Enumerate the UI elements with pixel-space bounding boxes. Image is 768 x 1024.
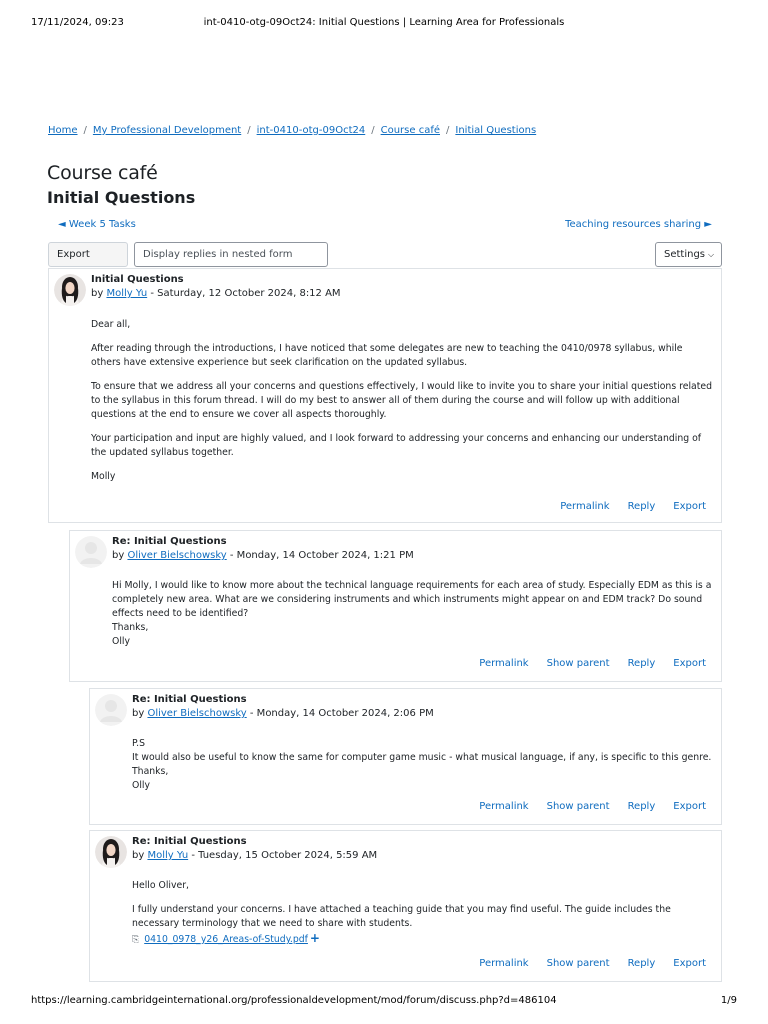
- export-thread-button[interactable]: Export: [48, 242, 128, 267]
- attachment-link[interactable]: 0410_0978_y26_Areas-of-Study.pdf: [144, 934, 308, 945]
- post-byline: [112, 550, 414, 561]
- post-content: [112, 579, 713, 649]
- breadcrumb-course[interactable]: int-0410-otg-09Oct24: [256, 125, 366, 136]
- file-icon: ⎘: [132, 935, 140, 945]
- previous-activity-link[interactable]: ◄ Week 5 Tasks: [58, 219, 136, 230]
- post-content: [132, 737, 713, 793]
- breadcrumb-home[interactable]: Home: [48, 125, 78, 136]
- post-date: - Monday, 14 October 2024, 1:21 PM: [226, 550, 414, 561]
- post-subject: Re: Initial Questions: [132, 836, 247, 847]
- post-content: [91, 318, 713, 494]
- permalink-link[interactable]: Permalink: [479, 801, 529, 812]
- breadcrumb-separator: /: [371, 125, 375, 136]
- avatar[interactable]: [54, 274, 86, 306]
- post-paragraph: Your participation and input are highly valued, and I look forward to addressing your concerns and enhancing our understanding of the updated syllabus together.: [91, 433, 702, 458]
- post-paragraph: Molly: [91, 471, 116, 482]
- author-link[interactable]: Molly Yu: [147, 850, 189, 861]
- post-actions: [542, 501, 706, 512]
- post-subject: Initial Questions: [91, 274, 184, 285]
- breadcrumb-separator: /: [446, 125, 450, 136]
- reply-link[interactable]: Reply: [627, 501, 656, 512]
- show-parent-link[interactable]: Show parent: [546, 658, 610, 669]
- forum-post: [89, 830, 722, 982]
- print-url: https://learning.cambridgeinternational.org/professionaldevelopment/mod/forum/discuss.php?d=486104: [31, 995, 557, 1006]
- export-link[interactable]: Export: [673, 501, 706, 512]
- by-label: by: [132, 850, 145, 861]
- post-subject: Re: Initial Questions: [112, 536, 227, 547]
- post-byline: [91, 288, 341, 299]
- settings-button[interactable]: [655, 242, 722, 267]
- by-label: by: [112, 550, 125, 561]
- post-subject: Re: Initial Questions: [132, 694, 247, 705]
- avatar[interactable]: [95, 694, 127, 726]
- page-title: Course café: [47, 162, 158, 184]
- forum-post: [48, 268, 722, 523]
- breadcrumb-forum[interactable]: Course café: [380, 125, 440, 136]
- permalink-link[interactable]: Permalink: [479, 658, 529, 669]
- author-link[interactable]: Oliver Bielschowsky: [147, 708, 247, 719]
- post-paragraph: To ensure that we address all your concerns and questions effectively, I would like to invite you to share your initial questions related to the syllabus in this forum thread. I will do my best to answer all of them during the course and will follow up with additional questions at the end to ensure we cover all aspects thoroughly.: [91, 381, 713, 420]
- print-date: 17/11/2024, 09:23: [31, 17, 124, 28]
- avatar[interactable]: [75, 536, 107, 568]
- plus-icon[interactable]: +: [309, 931, 320, 945]
- display-mode-select[interactable]: Display replies in nested form: [134, 242, 328, 267]
- post-byline: [132, 850, 377, 861]
- post-actions: [461, 658, 706, 669]
- permalink-link[interactable]: Permalink: [560, 501, 610, 512]
- post-paragraph: After reading through the introductions, I have noticed that some delegates are new to teaching the 0410/0978 syllabus, while others have extensive experience but seek clarification on the updated syllabus.: [91, 343, 683, 368]
- show-parent-link[interactable]: Show parent: [546, 801, 610, 812]
- breadcrumb: [48, 125, 536, 136]
- by-label: by: [91, 288, 104, 299]
- post-line: Olly: [112, 636, 130, 647]
- page-subtitle: Initial Questions: [47, 188, 196, 207]
- reply-link[interactable]: Reply: [627, 658, 656, 669]
- next-activity-link[interactable]: Teaching resources sharing ►: [565, 219, 712, 230]
- post-line: It would also be useful to know the same for computer game music - what musical language, if any, is specific to this genre.: [132, 752, 712, 763]
- post-paragraph: Dear all,: [91, 319, 131, 330]
- settings-label: Settings: [664, 249, 706, 260]
- print-document-title: int-0410-otg-09Oct24: Initial Questions | Learning Area for Professionals: [203, 17, 565, 28]
- author-link[interactable]: Oliver Bielschowsky: [127, 550, 227, 561]
- export-link[interactable]: Export: [673, 801, 706, 812]
- print-footer: [31, 995, 737, 1009]
- default-user-icon: [95, 694, 127, 726]
- author-link[interactable]: Molly Yu: [106, 288, 148, 299]
- breadcrumb-my-professional-development[interactable]: My Professional Development: [92, 125, 242, 136]
- post-date: - Monday, 14 October 2024, 2:06 PM: [246, 708, 434, 719]
- print-page-number: 1/9: [720, 995, 737, 1006]
- breadcrumb-separator: /: [247, 125, 251, 136]
- reply-link[interactable]: Reply: [627, 958, 656, 969]
- forum-post: [69, 530, 722, 682]
- post-actions: [461, 958, 706, 969]
- avatar[interactable]: [95, 836, 127, 868]
- reply-link[interactable]: Reply: [627, 801, 656, 812]
- avatar-photo: [95, 836, 127, 868]
- export-link[interactable]: Export: [673, 658, 706, 669]
- print-header: [31, 17, 737, 31]
- post-paragraph: I fully understand your concerns. I have attached a teaching guide that you may find useful. The guide includes the necessary terminology that we need to share with students.: [132, 904, 671, 929]
- post-line: Thanks,: [132, 766, 169, 777]
- chevron-down-icon: ⌵: [708, 250, 715, 259]
- post-line: Thanks,: [112, 622, 149, 633]
- post-date: - Saturday, 12 October 2024, 8:12 AM: [147, 288, 341, 299]
- breadcrumb-separator: /: [83, 125, 87, 136]
- post-line: Olly: [132, 780, 150, 791]
- attachment: [132, 931, 713, 947]
- default-user-icon: [75, 536, 107, 568]
- breadcrumb-discussion[interactable]: Initial Questions: [455, 125, 537, 136]
- post-content: [132, 879, 713, 947]
- export-link[interactable]: Export: [673, 958, 706, 969]
- permalink-link[interactable]: Permalink: [479, 958, 529, 969]
- avatar-photo: [54, 274, 86, 306]
- post-line: Hi Molly, I would like to know more about the technical language requirements for each area of study. Especially EDM as this is a completely new area. What are we considering instruments and which instruments might appear on and EDM track? Do sound effects need to be identified?: [112, 580, 712, 619]
- post-line: P.S: [132, 738, 146, 749]
- forum-post: [89, 688, 722, 825]
- by-label: by: [132, 708, 145, 719]
- post-byline: [132, 708, 434, 719]
- post-date: - Tuesday, 15 October 2024, 5:59 AM: [188, 850, 378, 861]
- post-paragraph: Hello Oliver,: [132, 880, 190, 891]
- show-parent-link[interactable]: Show parent: [546, 958, 610, 969]
- post-actions: [461, 801, 706, 812]
